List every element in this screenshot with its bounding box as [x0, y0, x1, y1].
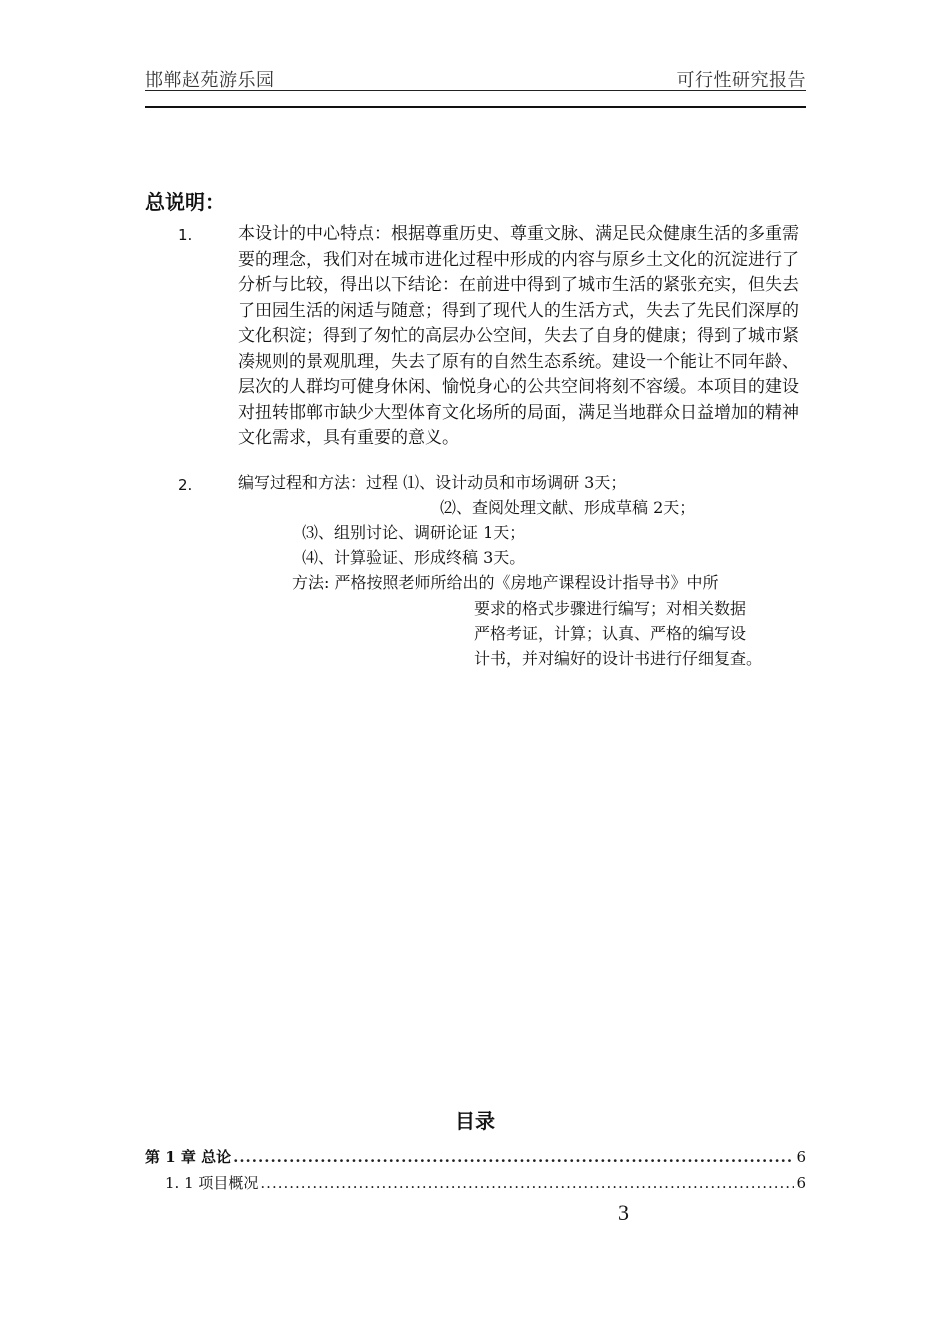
- toc-leader-dots: [260, 1174, 794, 1192]
- toc-entry-page: 6: [796, 1148, 806, 1166]
- page-number: 3: [618, 1200, 629, 1225]
- header-divider-thick: [145, 106, 806, 108]
- toc-entry[interactable]: [165, 1172, 806, 1193]
- toc-entry-label: 第 1 章 总论: [145, 1148, 232, 1166]
- toc-entry[interactable]: [145, 1146, 806, 1167]
- process-line: 编写过程和方法：过程 ⑴、设计动员和市场调研 3天；: [238, 473, 627, 492]
- toc-entry-page: 6: [796, 1174, 806, 1192]
- method-line: 计书，并对编好的设计书进行仔细复查。: [474, 649, 763, 668]
- method-line: 要求的格式步骤进行编写；对相关数据: [474, 599, 747, 618]
- process-line: ⑶、组别讨论、调研论证 1天；: [302, 523, 526, 542]
- process-line: ⑷、计算验证、形成终稿 3天。: [302, 548, 526, 567]
- list-item-number: 2.: [178, 476, 193, 494]
- toc-entry-label: 1. 1 项目概况: [165, 1174, 259, 1192]
- method-line: 方法: 严格按照老师所给出的《房地产课程设计指导书》中所: [292, 573, 719, 592]
- toc-heading: 目录: [455, 1109, 495, 1133]
- section-heading: 总说明：: [145, 190, 225, 214]
- list-item-number: 1.: [178, 226, 193, 244]
- header-title-right: 可行性研究报告: [676, 70, 806, 91]
- header-title-left: 邯郸赵苑游乐园: [145, 70, 275, 91]
- process-line: ⑵、查阅处理文献、形成草稿 2天；: [440, 498, 696, 517]
- header-divider-thin: [145, 90, 806, 91]
- method-line: 严格考证，计算；认真、严格的编写设: [474, 624, 747, 643]
- toc-leader-dots: [233, 1148, 794, 1166]
- list-item-paragraph: 本设计的中心特点：根据尊重历史、尊重文脉、满足民众健康生活的多重需要的理念，我们对在城市进化过程中形成的内容与原乡土文化的沉淀进行了分析与比较，得出以下结论：在前进中得到了城市生活的紧张充实，但失去了田园生活的闲适与随意；得到了现代人的生活方式，失去了先民们深厚的文化积淀；得到了匆忙的高层办公空间，失去了自身的健康；得到了城市紧凑规则的景观肌理，失去了原有的自然生态系统。建设一个能让不同年龄、层次的人群均可健身休闲、愉悦身心的公共空间将刻不容缓。本项目的建设对扭转邯郸市缺少大型体育文化场所的局面，满足当地群众日益增加的精神文化需求，具有重要的意义。: [238, 224, 799, 448]
